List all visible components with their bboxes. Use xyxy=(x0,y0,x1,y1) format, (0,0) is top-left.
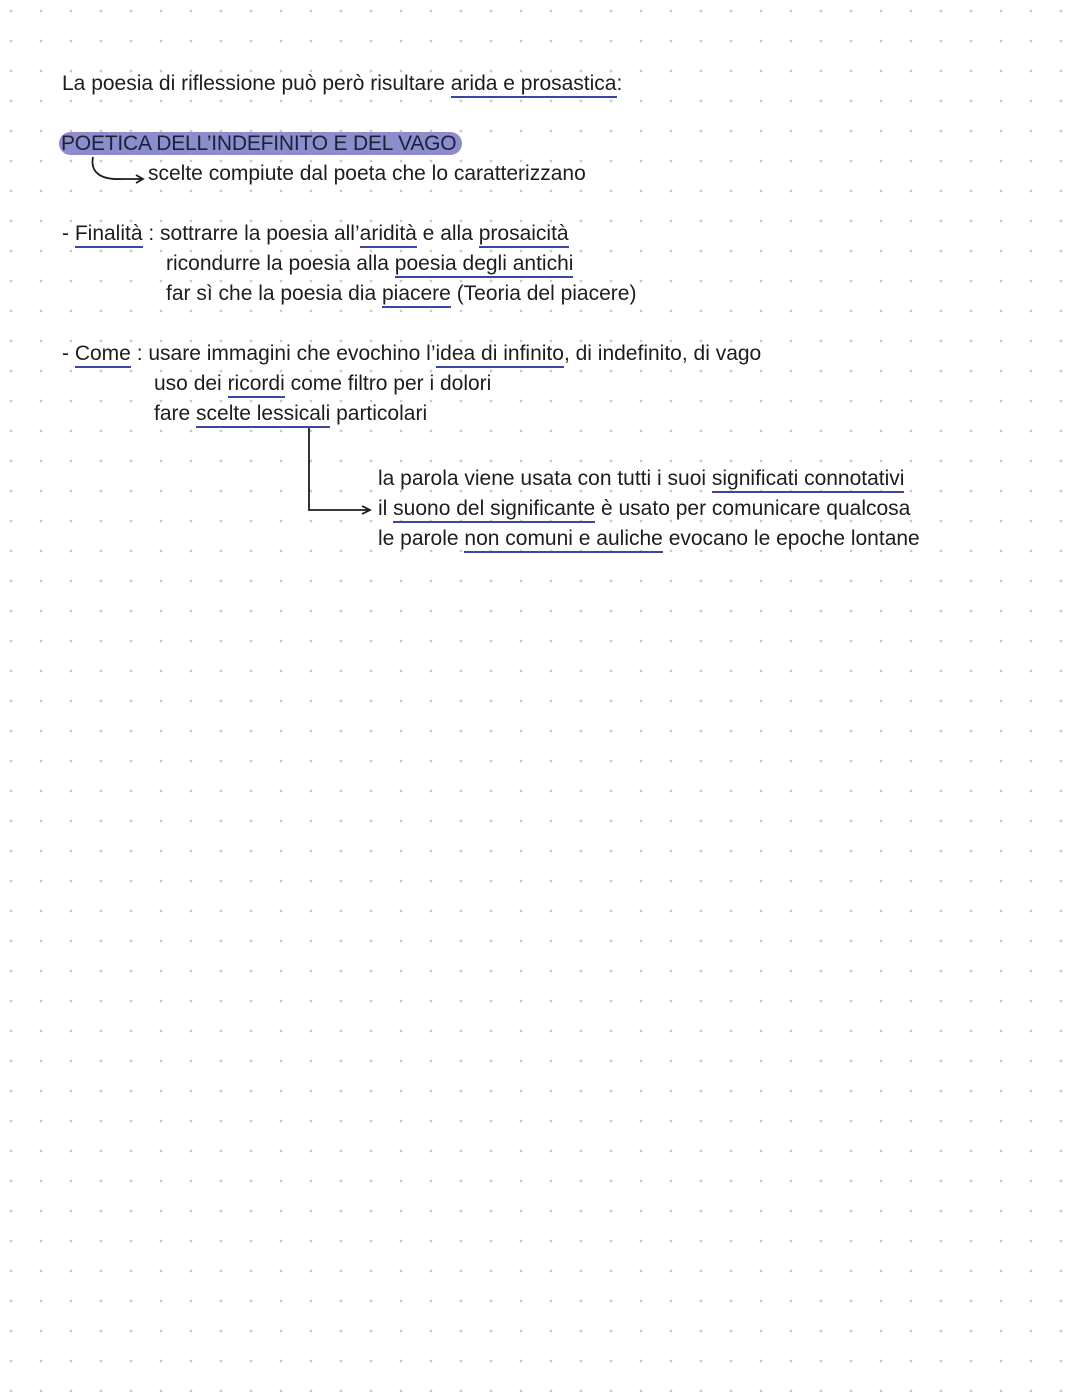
come-line-2 xyxy=(154,370,491,398)
details-text: la parola viene usata con tutti i suoi xyxy=(378,467,712,490)
details-line-2 xyxy=(378,495,910,523)
highlighted-title: POETICA DELL’INDEFINITO E DEL VAGO xyxy=(59,132,462,155)
finalita-text: far sì che la poesia dia xyxy=(166,282,382,305)
finalita-line-2 xyxy=(166,250,573,278)
details-text: le parole xyxy=(378,527,465,550)
finalita-text: (Teoria del piacere) xyxy=(450,282,637,305)
ricordi-underlined: ricordi xyxy=(228,372,285,398)
finalita-separator: : xyxy=(142,222,161,245)
come-label: Come xyxy=(75,342,131,368)
come-text: come filtro per i dolori xyxy=(284,372,492,395)
non-comuni-auliche-underlined: non comuni e auliche xyxy=(464,527,662,553)
finalita-text: e alla xyxy=(416,222,479,245)
finalita-dash: - xyxy=(62,222,75,245)
details-text: il xyxy=(378,497,394,520)
title-subtitle xyxy=(148,160,586,188)
poesia-antichi-underlined: poesia degli antichi xyxy=(395,252,574,278)
come-text: , di indefinito, di vago xyxy=(563,342,762,365)
come-dash: - xyxy=(62,342,75,365)
idea-infinito-underlined: idea di infinito xyxy=(436,342,564,368)
aridita-underlined: aridità xyxy=(360,222,417,248)
finalita-line-3 xyxy=(166,280,636,308)
details-line-3 xyxy=(378,525,920,553)
come-text: usare immagini che evochino l’ xyxy=(148,342,436,365)
details-line-1 xyxy=(378,465,904,493)
subtitle-text: scelte compiute dal poeta che lo caratterizzano xyxy=(148,162,586,185)
come-separator: : xyxy=(130,342,149,365)
intro-underlined: arida e prosastica xyxy=(451,72,617,98)
come-text: uso dei xyxy=(154,372,228,395)
come-line-3 xyxy=(154,400,427,428)
details-text: evocano le epoche lontane xyxy=(662,527,920,550)
finalita-text: sottrarre la poesia all’ xyxy=(160,222,360,245)
finalita-text: ricondurre la poesia alla xyxy=(166,252,395,275)
come-line-1 xyxy=(62,340,761,368)
intro-text: La poesia di riflessione può però risultare xyxy=(62,72,451,95)
scelte-lessicali-underlined: scelte lessicali xyxy=(196,402,330,428)
come-text: particolari xyxy=(330,402,428,425)
intro-colon: : xyxy=(616,72,623,95)
prosaicita-underlined: prosaicità xyxy=(479,222,569,248)
finalita-label: Finalità xyxy=(75,222,143,248)
come-text: fare xyxy=(154,402,197,425)
piacere-underlined: piacere xyxy=(382,282,451,308)
details-text: è usato per comunicare qualcosa xyxy=(595,497,911,520)
significati-connotativi-underlined: significati connotativi xyxy=(712,467,905,493)
suono-significante-underlined: suono del significante xyxy=(393,497,595,523)
finalita-line-1 xyxy=(62,220,569,248)
